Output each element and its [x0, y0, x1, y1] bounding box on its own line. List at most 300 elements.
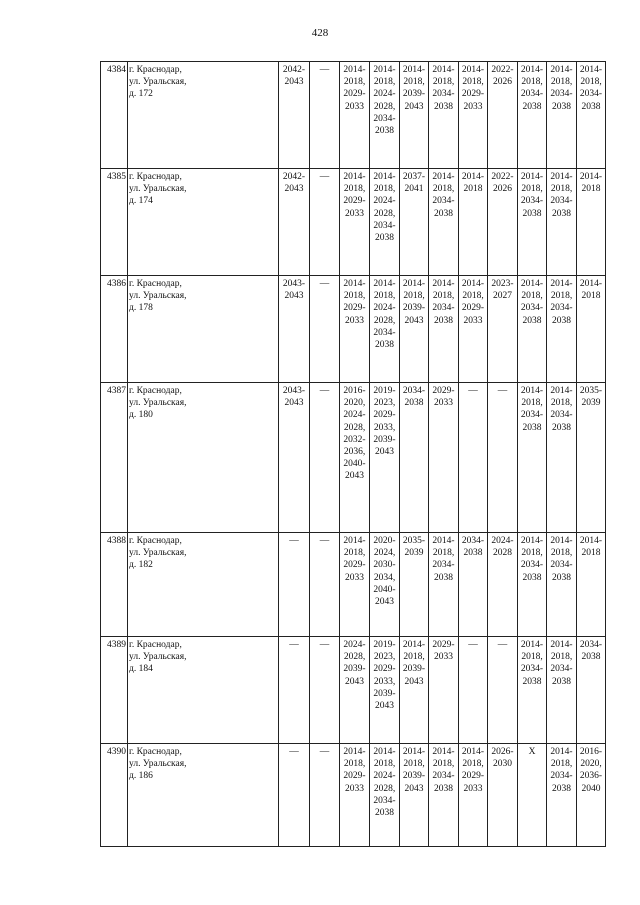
period-line: 2018,: [373, 291, 396, 302]
period-line: 2036,: [343, 447, 366, 458]
period-line: 2039-: [402, 771, 426, 782]
period-line: 2034-: [461, 536, 485, 546]
row-number-cell: 4387: [101, 383, 128, 533]
address-line: д. 174: [129, 196, 153, 207]
period-line: 2043: [404, 315, 424, 326]
period-cell: [577, 169, 606, 276]
period-cell: [488, 533, 518, 637]
period-cell: [459, 383, 488, 533]
period-line: 2018,: [343, 759, 366, 770]
period-line: 2043: [375, 597, 394, 608]
period-line: 2038: [375, 233, 394, 244]
period-line: 2035-: [579, 386, 603, 396]
period-line: 2018,: [343, 184, 366, 195]
period-line: 2014-: [461, 172, 485, 182]
period-line: 2039-: [402, 89, 426, 100]
table-row: [101, 383, 606, 533]
period-line: 2033,: [373, 676, 396, 687]
period-line: 2034-: [373, 795, 396, 806]
period-line: 2014-: [579, 65, 603, 75]
period-cell: [429, 169, 459, 276]
period-cell: [518, 169, 547, 276]
period-line: 2014-: [520, 536, 544, 546]
period-line: 2034-: [373, 113, 396, 124]
period-line: 2018,: [550, 291, 573, 302]
period-cell: [518, 62, 547, 169]
period-line: 2018,: [521, 77, 543, 88]
address-cell: [128, 62, 279, 169]
period-line: 2014-: [579, 279, 603, 289]
period-cell: [370, 276, 400, 383]
period-cell: [488, 383, 518, 533]
period-line: 2039-: [402, 303, 426, 314]
period-line: 2038: [552, 315, 571, 326]
period-cell: [488, 169, 518, 276]
period-cell: [310, 637, 340, 744]
period-line: 2019-: [373, 386, 396, 396]
address-line: ул. Уральская,: [129, 652, 187, 663]
period-line: 2018,: [462, 759, 484, 770]
row-number-cell: 4390: [101, 744, 128, 847]
period-line: 2020-: [373, 536, 396, 546]
period-line: 2029-: [461, 89, 485, 100]
period-line: 2014-: [550, 172, 573, 182]
period-line: 2014-: [343, 747, 366, 757]
period-line: 2014-: [550, 279, 573, 289]
period-line: 2014-: [550, 747, 573, 757]
period-cell: [459, 533, 488, 637]
period-line: 2016-: [579, 747, 603, 757]
period-line: —: [468, 640, 478, 650]
period-line: 2038: [522, 422, 542, 433]
period-cell: [577, 533, 606, 637]
period-line: 2039-: [373, 434, 396, 445]
address-line: ул. Уральская,: [129, 184, 187, 195]
period-line: 2034-: [373, 327, 396, 338]
period-line: 2029-: [373, 664, 396, 675]
period-line: 2033: [345, 101, 364, 112]
period-line: 2014-: [373, 172, 396, 182]
period-line: 2030: [493, 759, 512, 770]
address-cell: [128, 169, 279, 276]
period-cell: [279, 533, 310, 637]
period-line: 2043: [404, 676, 424, 687]
period-line: 2018,: [550, 548, 573, 559]
period-line: 2043: [284, 184, 304, 195]
period-cell: [279, 276, 310, 383]
period-line: —: [319, 640, 330, 650]
period-line: 2014-: [373, 65, 396, 75]
period-line: 2043: [284, 398, 304, 409]
period-line: 2038: [434, 315, 453, 326]
period-cell: [340, 276, 370, 383]
address-cell: [128, 744, 279, 847]
period-line: —: [319, 536, 330, 546]
table-row: [101, 62, 606, 169]
period-line: 2024-: [343, 640, 366, 650]
period-line: 2038: [522, 572, 542, 583]
period-line: 2034-: [550, 410, 573, 421]
period-line: 2033: [345, 208, 364, 219]
period-line: 2038: [463, 548, 483, 559]
period-line: 2014-: [343, 279, 366, 289]
period-line: 2024,: [373, 548, 396, 559]
period-cell: [547, 533, 577, 637]
period-cell: [400, 276, 429, 383]
period-cell: [279, 169, 310, 276]
period-line: 2023-: [491, 279, 514, 289]
period-line: 2028,: [373, 783, 396, 794]
period-line: 2034-: [550, 303, 573, 314]
address-line: ул. Уральская,: [129, 398, 187, 409]
address-line: г. Краснодар,: [129, 747, 182, 757]
period-line: 2033: [434, 652, 453, 663]
period-line: 2014-: [550, 65, 573, 75]
address-line: ул. Уральская,: [129, 759, 187, 770]
period-cell: [488, 744, 518, 847]
period-line: 2018,: [403, 759, 425, 770]
period-line: —: [468, 386, 478, 396]
period-line: 2018,: [373, 184, 396, 195]
period-cell: [429, 62, 459, 169]
period-line: 2036-: [579, 771, 603, 782]
period-line: 2038: [375, 340, 394, 351]
period-line: 2018,: [550, 184, 573, 195]
period-line: 2020,: [580, 759, 602, 770]
period-line: 2034-: [579, 89, 603, 100]
period-line: 2024-: [373, 771, 396, 782]
period-line: 2029-: [373, 410, 396, 421]
period-cell: [340, 637, 370, 744]
period-cell: [340, 383, 370, 533]
period-line: 2018,: [550, 652, 573, 663]
period-cell: [400, 169, 429, 276]
row-number-cell: 4386: [101, 276, 128, 383]
period-line: X: [528, 747, 536, 757]
period-cell: [370, 62, 400, 169]
period-line: 2014-: [343, 172, 366, 182]
period-line: 2022-: [491, 65, 514, 75]
period-line: 2033: [345, 315, 364, 326]
period-cell: [310, 276, 340, 383]
period-line: 2014-: [520, 65, 544, 75]
period-line: 2028,: [373, 315, 396, 326]
period-line: 2040-: [343, 459, 366, 470]
period-line: 2018,: [432, 548, 455, 559]
period-line: 2018,: [521, 184, 543, 195]
period-line: 2014-: [402, 747, 426, 757]
row-number-cell: 4385: [101, 169, 128, 276]
period-line: 2029-: [343, 196, 366, 207]
period-line: 2034-: [550, 89, 573, 100]
period-line: 2018,: [550, 77, 573, 88]
address-line: г. Краснодар,: [129, 640, 182, 650]
period-line: 2014-: [343, 65, 366, 75]
period-cell: [429, 637, 459, 744]
period-cell: [577, 62, 606, 169]
period-cell: [518, 383, 547, 533]
period-cell: [459, 744, 488, 847]
period-line: 2014-: [461, 65, 485, 75]
period-cell: [547, 383, 577, 533]
period-cell: [429, 276, 459, 383]
period-line: 2014-: [402, 640, 426, 650]
address-line: д. 182: [129, 560, 153, 571]
period-line: 2034,: [373, 572, 396, 583]
period-cell: [459, 637, 488, 744]
period-line: 2028,: [373, 101, 396, 112]
period-line: 2034-: [520, 303, 544, 314]
period-cell: [279, 744, 310, 847]
period-line: —: [319, 747, 330, 757]
address-cell: [128, 533, 279, 637]
period-line: 2028: [493, 548, 512, 559]
period-line: 2029-: [343, 560, 366, 571]
period-line: 2038: [581, 101, 601, 112]
period-line: 2033,: [373, 422, 396, 433]
period-line: 2033: [463, 783, 483, 794]
period-line: 2034-: [432, 303, 455, 314]
address-line: д. 172: [129, 89, 153, 100]
period-line: 2038: [434, 783, 453, 794]
period-line: 2014-: [432, 747, 455, 757]
table-row: [101, 276, 606, 383]
period-line: 2014-: [373, 747, 396, 757]
period-cell: [279, 383, 310, 533]
page-number: 428: [311, 27, 329, 39]
period-line: —: [289, 536, 299, 546]
period-line: 2034-: [550, 771, 573, 782]
period-line: 2040-: [373, 584, 396, 595]
period-cell: [370, 744, 400, 847]
period-line: 2041: [404, 184, 424, 195]
period-cell: [488, 637, 518, 744]
period-cell: [518, 276, 547, 383]
period-line: 2018: [463, 184, 483, 195]
period-line: 2018,: [550, 759, 573, 770]
period-line: 2014-: [432, 279, 455, 289]
table-row: [101, 169, 606, 276]
address-line: г. Краснодар,: [129, 65, 182, 75]
period-line: 2038: [404, 398, 424, 409]
period-line: 2043-: [282, 386, 306, 396]
period-line: 2014-: [520, 279, 544, 289]
period-line: 2024-: [491, 536, 514, 546]
period-line: 2038: [522, 101, 542, 112]
period-line: 2014-: [550, 386, 573, 396]
address-line: ул. Уральская,: [129, 548, 187, 559]
period-line: 2018,: [343, 548, 366, 559]
period-cell: [370, 637, 400, 744]
address-line: г. Краснодар,: [129, 386, 182, 396]
period-line: 2033: [345, 783, 364, 794]
period-line: 2014-: [579, 172, 603, 182]
period-line: 2018,: [343, 291, 366, 302]
period-line: 2018,: [403, 77, 425, 88]
period-cell: [400, 62, 429, 169]
period-line: —: [497, 640, 508, 650]
period-line: 2014-: [550, 536, 573, 546]
period-line: 2038: [522, 676, 542, 687]
period-cell: [488, 276, 518, 383]
period-line: 2026: [493, 184, 512, 195]
period-line: 2043: [284, 291, 304, 302]
period-line: 2038: [522, 315, 542, 326]
period-cell: [310, 62, 340, 169]
address-cell: [128, 637, 279, 744]
period-line: 2038: [375, 808, 394, 819]
period-line: 2034-: [432, 196, 455, 207]
address-cell: [128, 383, 279, 533]
address-line: г. Краснодар,: [129, 279, 182, 289]
period-line: 2016-: [343, 386, 366, 396]
period-line: 2033: [463, 315, 483, 326]
period-line: 2034-: [520, 89, 544, 100]
period-line: 2034-: [432, 560, 455, 571]
period-line: —: [319, 279, 330, 289]
period-line: 2043: [345, 676, 364, 687]
period-line: 2018,: [403, 652, 425, 663]
period-line: 2035-: [402, 536, 426, 546]
period-line: 2014-: [520, 640, 544, 650]
period-line: 2043: [375, 701, 394, 712]
period-line: 2018,: [432, 184, 455, 195]
period-line: 2018,: [521, 398, 543, 409]
table-row: [101, 744, 606, 847]
period-line: 2024-: [343, 410, 366, 421]
row-number-cell: 4389: [101, 637, 128, 744]
address-cell: [128, 276, 279, 383]
period-cell: [370, 383, 400, 533]
table-row: [101, 637, 606, 744]
period-line: 2018,: [432, 77, 455, 88]
period-line: 2019-: [373, 640, 396, 650]
period-line: 2034-: [550, 196, 573, 207]
period-line: 2038: [552, 783, 571, 794]
period-cell: [488, 62, 518, 169]
period-line: 2043: [375, 447, 394, 458]
period-line: —: [289, 640, 299, 650]
period-cell: [279, 637, 310, 744]
period-line: 2014-: [373, 279, 396, 289]
period-line: 2024-: [373, 303, 396, 314]
period-cell: [340, 62, 370, 169]
period-line: 2034-: [579, 640, 603, 650]
period-cell: [577, 637, 606, 744]
period-line: 2043: [284, 77, 304, 88]
period-line: —: [319, 65, 330, 75]
period-line: 2029-: [343, 303, 366, 314]
period-cell: [400, 383, 429, 533]
period-line: 2018,: [343, 77, 366, 88]
period-line: —: [319, 386, 330, 396]
period-cell: [429, 533, 459, 637]
period-cell: [370, 169, 400, 276]
period-line: 2018: [581, 548, 601, 559]
period-line: 2018: [581, 184, 601, 195]
period-line: 2018: [581, 291, 601, 302]
period-cell: [340, 744, 370, 847]
period-cell: [310, 744, 340, 847]
period-line: 2038: [552, 422, 571, 433]
period-line: 2039-: [373, 688, 396, 699]
period-line: 2033: [434, 398, 453, 409]
period-line: 2042-: [282, 65, 306, 75]
period-line: 2018,: [403, 291, 425, 302]
period-line: 2039-: [343, 664, 366, 675]
period-line: 2028,: [373, 208, 396, 219]
period-line: 2014-: [579, 536, 603, 546]
period-line: 2026: [493, 77, 512, 88]
row-number-cell: 4384: [101, 62, 128, 169]
period-cell: [400, 533, 429, 637]
period-line: —: [319, 172, 330, 182]
period-cell: [518, 637, 547, 744]
period-line: 2028,: [343, 652, 366, 663]
address-line: ул. Уральская,: [129, 291, 187, 302]
period-line: 2029-: [343, 89, 366, 100]
period-line: —: [289, 747, 299, 757]
period-cell: [310, 169, 340, 276]
period-line: 2038: [434, 572, 453, 583]
period-line: 2014-: [432, 536, 455, 546]
period-line: 2037-: [402, 172, 426, 182]
period-line: 2018,: [432, 759, 455, 770]
period-line: 2038: [522, 208, 542, 219]
period-line: 2018,: [373, 77, 396, 88]
period-line: 2038: [375, 126, 394, 137]
period-line: 2018,: [580, 77, 602, 88]
period-cell: [429, 744, 459, 847]
period-line: 2029-: [343, 771, 366, 782]
period-line: 2030-: [373, 560, 396, 571]
period-line: 2034-: [520, 560, 544, 571]
period-cell: [400, 637, 429, 744]
period-line: —: [497, 386, 508, 396]
period-cell: [400, 744, 429, 847]
period-line: 2038: [434, 208, 453, 219]
address-line: д. 180: [129, 410, 153, 421]
period-line: 2038: [552, 676, 571, 687]
period-line: 2027: [493, 291, 512, 302]
period-line: 2038: [552, 101, 571, 112]
period-line: 2029-: [461, 771, 485, 782]
row-number-cell: 4388: [101, 533, 128, 637]
period-line: 2034-: [550, 560, 573, 571]
period-line: 2018,: [521, 652, 543, 663]
period-cell: [547, 637, 577, 744]
address-line: д. 178: [129, 303, 153, 314]
address-line: г. Краснодар,: [129, 536, 182, 546]
period-line: 2038: [552, 572, 571, 583]
period-line: 2018,: [550, 398, 573, 409]
period-line: 2014-: [402, 279, 426, 289]
period-line: 2023,: [373, 652, 396, 663]
period-line: 2028,: [343, 422, 366, 433]
period-line: 2022-: [491, 172, 514, 182]
period-line: 2033: [463, 101, 483, 112]
period-line: 2018,: [432, 291, 455, 302]
period-line: 2034-: [432, 89, 455, 100]
period-line: 2043: [345, 471, 364, 482]
period-cell: [547, 62, 577, 169]
period-line: 2023,: [373, 398, 396, 409]
period-line: 2014-: [343, 536, 366, 546]
period-line: 2034-: [402, 386, 426, 396]
address-line: ул. Уральская,: [129, 77, 187, 88]
period-line: 2034-: [520, 196, 544, 207]
period-cell: [547, 744, 577, 847]
